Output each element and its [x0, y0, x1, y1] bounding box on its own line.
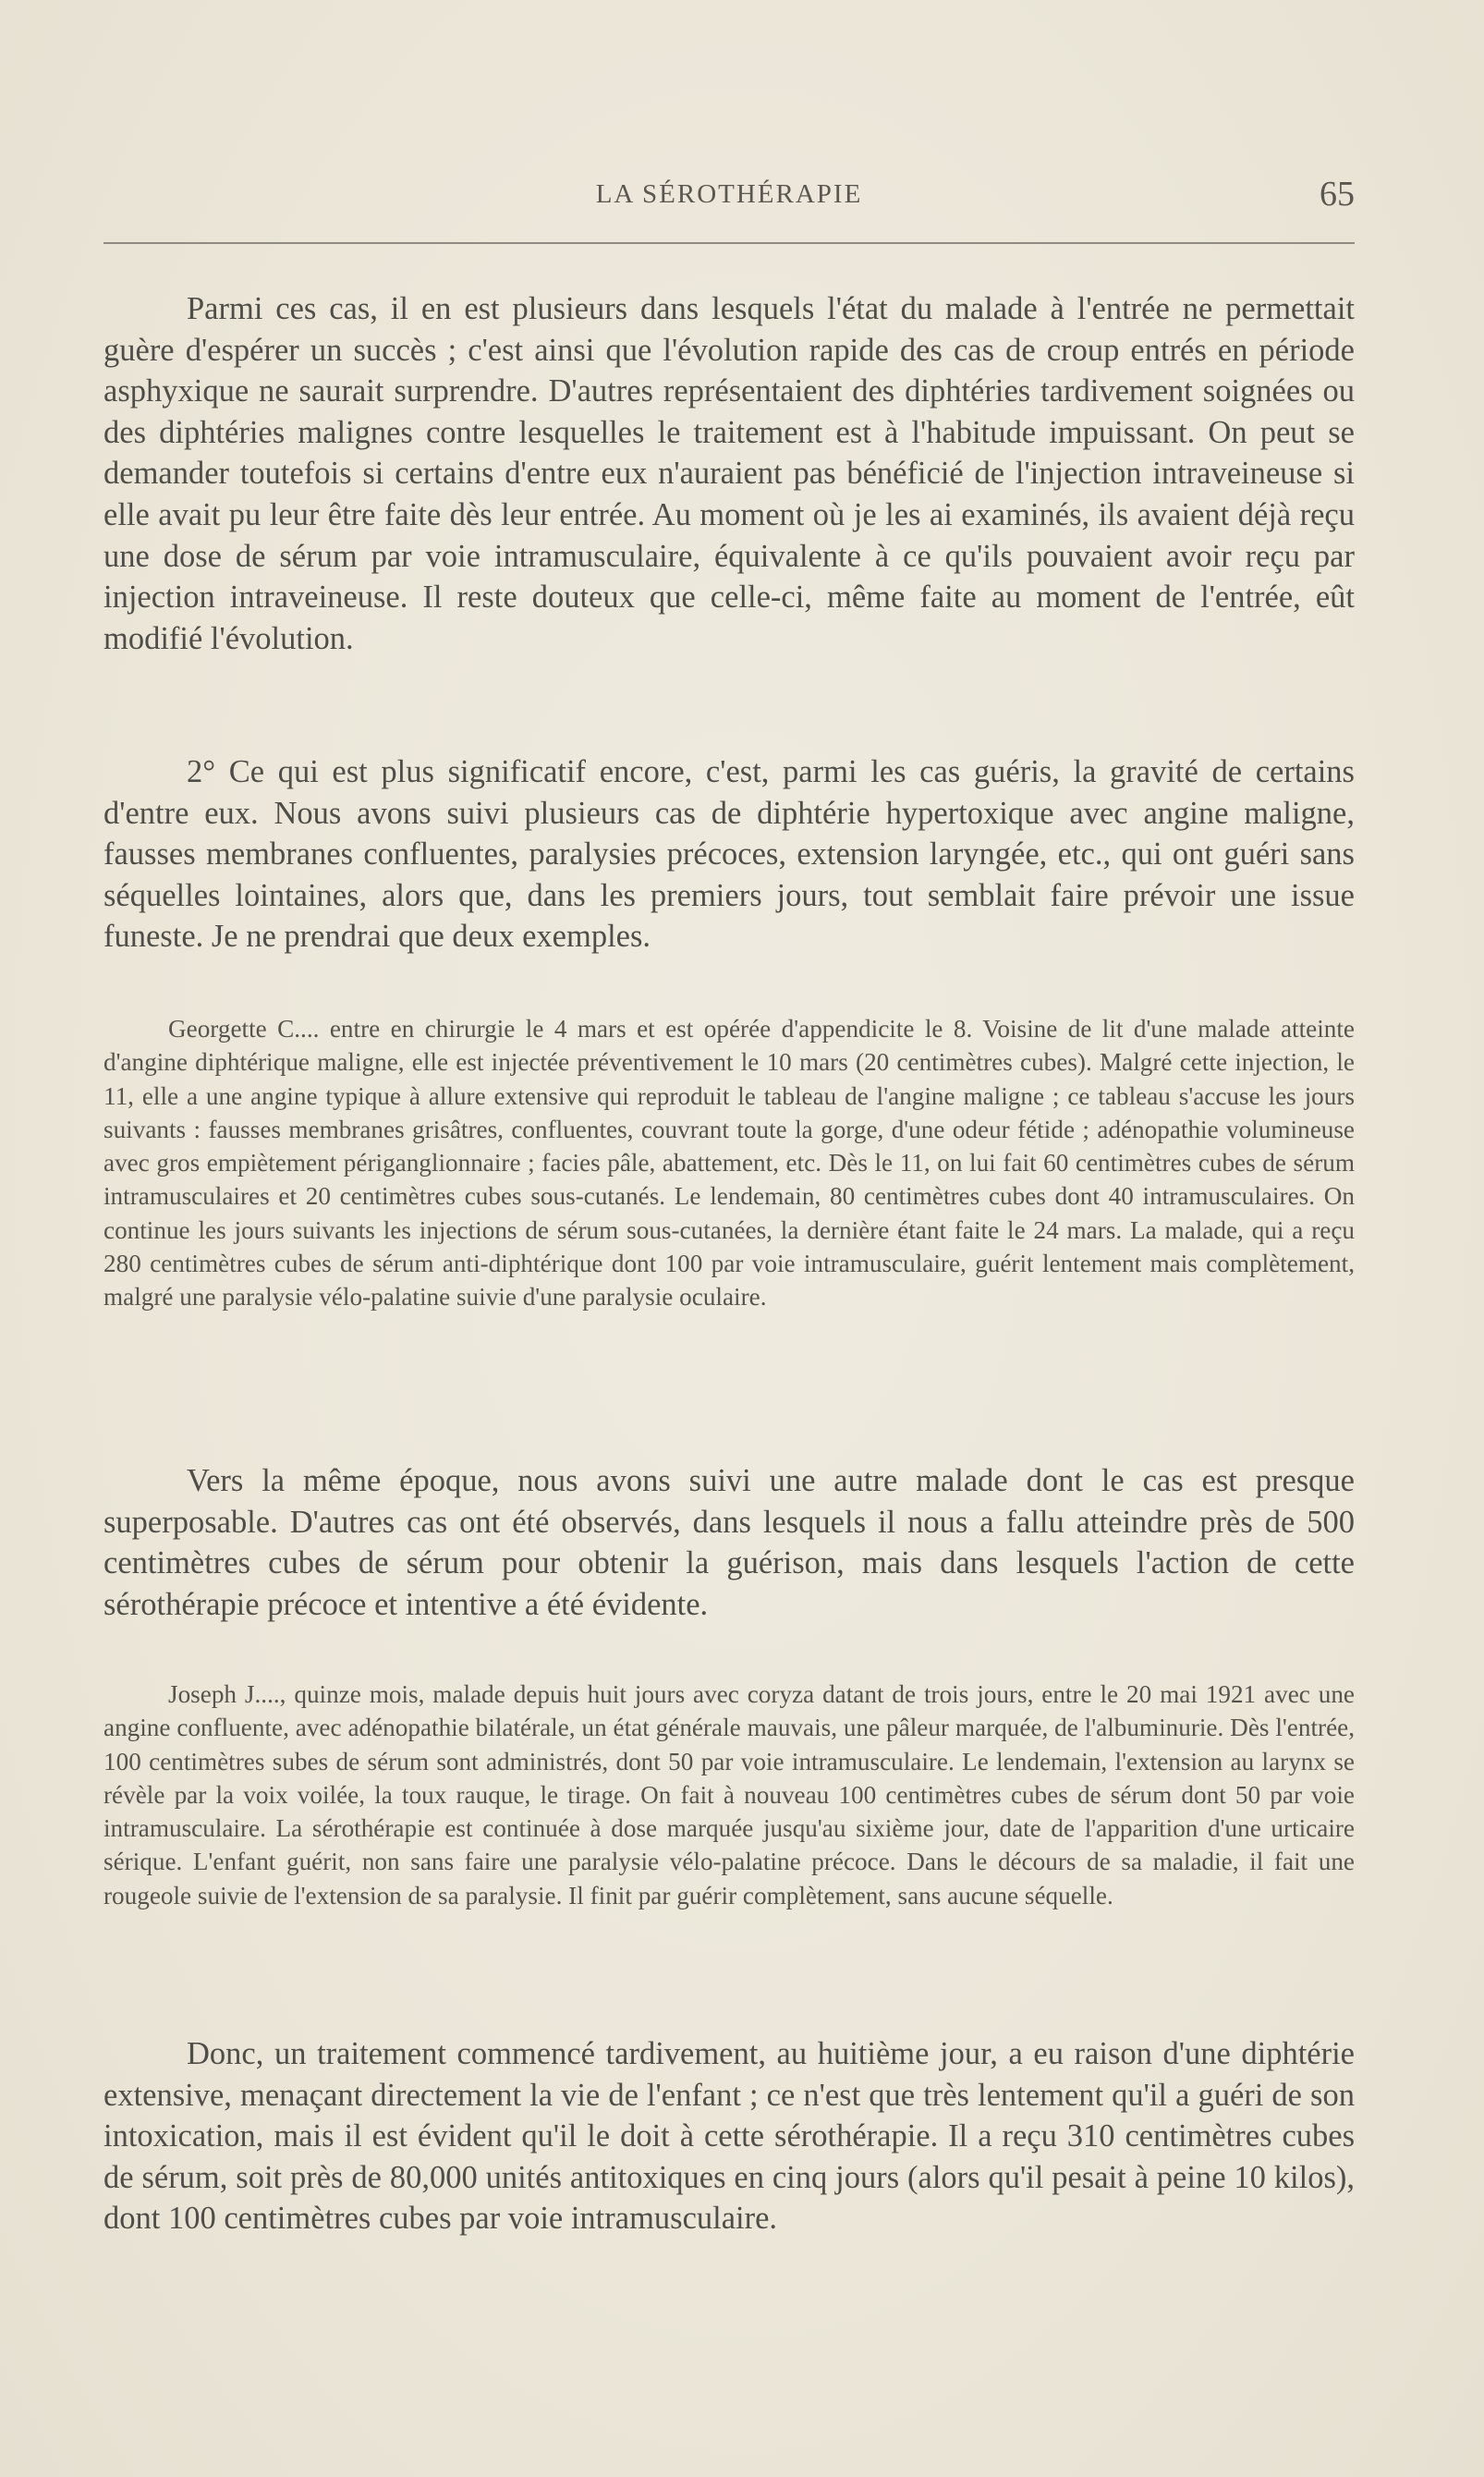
case-report-joseph	[103, 1678, 1355, 1912]
page-number: 65	[1320, 175, 1355, 214]
case-text: Georgette C.... entre en chirurgie le 4 mars et est opérée d'appendicite le 8. Voisine de lit d'une malade atteinte d'angine diphtérique maligne, elle est injectée préventivement le 10 mars (20 centimètres cubes). Malgré cette injection, le 11, elle a une angine typique à allure extensive qui reproduit le tableau de l'angine maligne ; ce tableau s'accuse les jours suivants : fausses membranes grisâtres, confluentes, couvrant toute la gorge, d'une odeur fétide ; adénopathie volumineuse avec gros empiètement périganglionnaire ; facies pâle, abattement, etc. Dès le 11, on lui fait 60 centimètres cubes de sérum intramusculaires et 20 centimètres cubes sous-cutanés. Le lendemain, 80 centimètres cubes dont 40 intramusculaires. On continue les jours suivants les injections de sérum sous-cutanées, la dernière étant faite le 24 mars. La malade, qui a reçu 280 centimètres cubes de sérum anti-diphtérique dont 100 par voie intramusculaire, guérit lentement mais complètement, malgré une paralysie vélo-palatine suivie d'une paralysie oculaire.	[103, 1015, 1355, 1312]
page-header	[103, 174, 1355, 218]
paragraph-3	[103, 1460, 1355, 1625]
paragraph-text: Vers la même époque, nous avons suivi une autre malade dont le cas est presque superposable. D'autres cas ont été observés, dans lesquels il nous a fallu atteindre près de 500 centimètres cubes de sérum pour obtenir la guérison, mais dans lesquels l'action de cette sérothérapie précoce et intentive a été évidente.	[103, 1463, 1355, 1622]
case-report-georgette	[103, 1012, 1355, 1314]
paragraph-4	[103, 2033, 1355, 2239]
case-text: Joseph J...., quinze mois, malade depuis huit jours avec coryza datant de trois jours, entre le 20 mai 1921 avec une angine confluente, avec adénopathie bilatérale, un état générale mauvais, une pâleur marquée, de l'albuminurie. Dès l'entrée, 100 centimètres subes de sérum sont administrés, dont 50 par voie intramusculaire. Le lendemain, l'extension au larynx se révèle par la voix voilée, la toux rauque, le tirage. On fait à nouveau 100 centimètres cubes de sérum dont 50 par voie intramusculaire. La sérothérapie est continuée à dose marquée jusqu'au sixième jour, date de l'apparition d'une urticaire sérique. L'enfant guérit, non sans faire une paralysie vélo-palatine précoce. Dans le décours de sa maladie, il fait une rougeole suivie de l'extension de sa paralysie. Il finit par guérir complètement, sans aucune séquelle.	[103, 1680, 1355, 1910]
paragraph-1	[103, 288, 1355, 659]
paragraph-text: 2° Ce qui est plus significatif encore, c'est, parmi les cas guéris, la gravité de certains d'entre eux. Nous avons suivi plusieurs cas de diphtérie hypertoxique avec angine maligne, fausses membranes confluentes, paralysies précoces, extension laryngée, etc., qui ont guéri sans séquelles lointaines, alors que, dans les premiers jours, tout semblait faire prévoir une issue funeste. Je ne prendrai que deux exemples.	[103, 754, 1355, 955]
paragraph-text: Donc, un traitement commencé tardivement, au huitième jour, a eu raison d'une diphtérie extensive, menaçant directement la vie de l'enfant ; ce n'est que très lentement qu'il a guéri de son intoxication, mais il est évident qu'il le doit à cette sérothérapie. Il a reçu 310 centimètres cubes de sérum, soit près de 80,000 unités antitoxiques en cinq jours (alors qu'il pesait à peine 10 kilos), dont 100 centimètres cubes par voie intramusculaire.	[103, 2036, 1355, 2237]
paragraph-2	[103, 751, 1355, 958]
header-rule	[103, 242, 1355, 244]
paragraph-text: Parmi ces cas, il en est plusieurs dans lesquels l'état du malade à l'entrée ne permettait guère d'espérer un succès ; c'est ainsi que l'évolution rapide des cas de croup entrés en période asphyxique ne saurait surprendre. D'autres représentaient des diphtéries tardivement soignées ou des diphtéries malignes contre lesquelles le traitement est à l'habitude impuissant. On peut se demander toutefois si certains d'entre eux n'auraient pas bénéficié de l'injection intraveineuse si elle avait pu leur être faite dès leur entrée. Au moment où je les ai examinés, ils avaient déjà reçu une dose de sérum par voie intramusculaire, équivalente à ce qu'ils pouvaient avoir reçu par injection intraveineuse. Il reste douteux que celle-ci, même faite au moment de l'entrée, eût modifié l'évolution.	[103, 291, 1355, 656]
running-title: LA SÉROTHÉRAPIE	[595, 179, 863, 209]
